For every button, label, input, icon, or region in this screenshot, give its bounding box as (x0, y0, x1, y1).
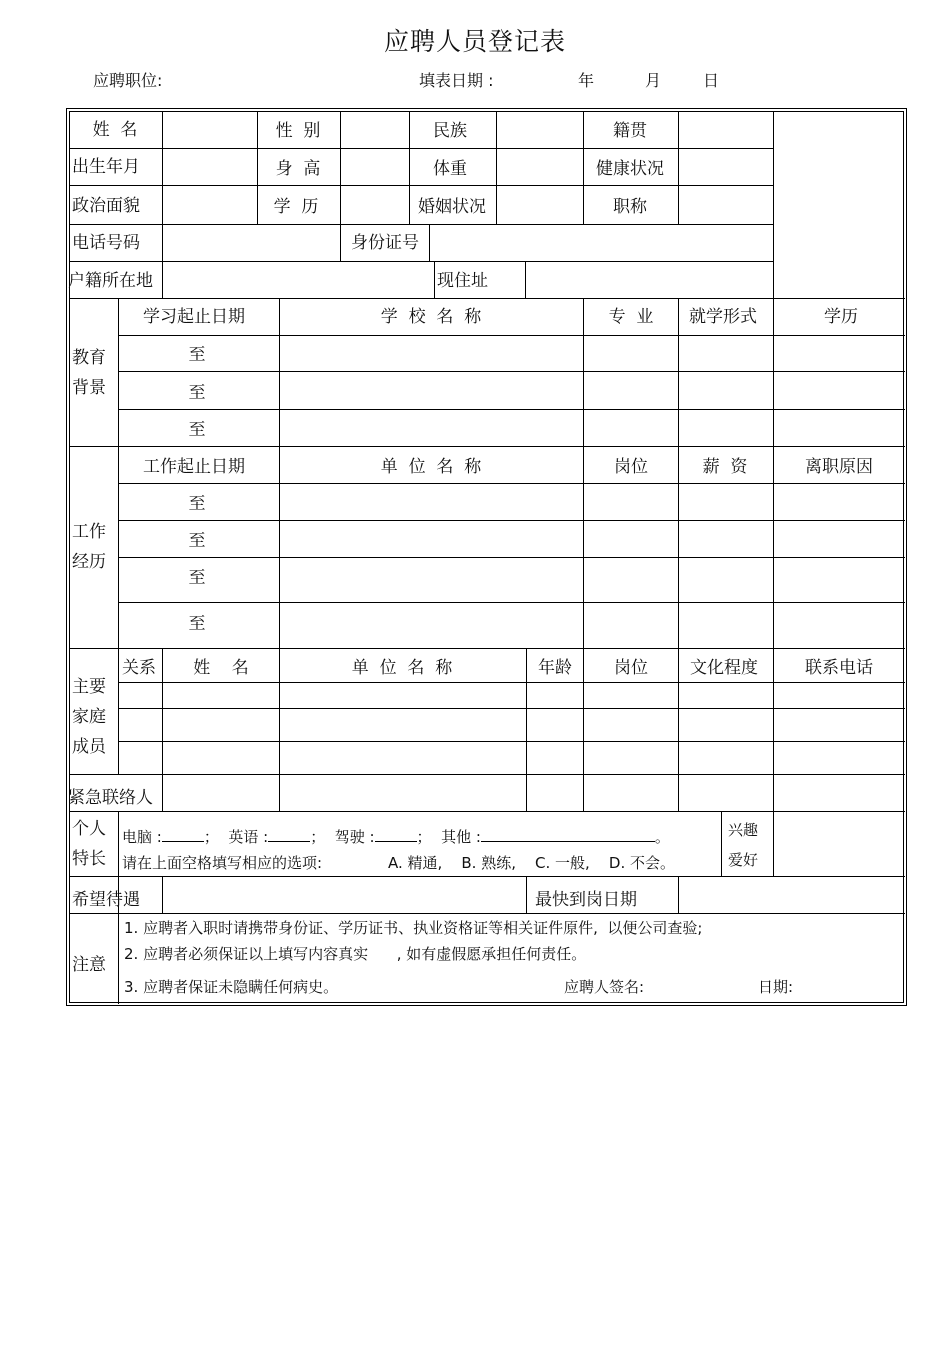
registration-form-table (69, 111, 904, 1003)
ethnicity-label: 民族 (433, 121, 467, 141)
notes-section-label: 注意 (72, 955, 106, 975)
skills-end: 。 (654, 828, 670, 846)
edu-mode-header: 就学形式 (689, 307, 757, 327)
fill-date-label: 填表日期 : (419, 71, 494, 90)
work-reason-header: 离职原因 (805, 457, 873, 477)
education-level-label: 学 历 (273, 197, 319, 217)
form-title: 应聘人员登记表 (383, 27, 566, 56)
expected-salary-label: 希望待遇 (72, 890, 140, 910)
edu-to-2: 至 (188, 383, 206, 403)
year-label: 年 (578, 71, 595, 90)
health-label: 健康状况 (596, 159, 664, 179)
work-salary-header: 薪 资 (702, 457, 748, 477)
skills-section-label: 个人 特长 (72, 819, 106, 869)
education-section-label: 教育 背景 (72, 348, 106, 398)
job-title-label: 职称 (613, 197, 647, 217)
edu-to-1: 至 (188, 345, 206, 365)
native-place-label: 籍贯 (613, 121, 647, 141)
family-section-label: 主要 家庭 成员 (72, 677, 106, 757)
family-relation-header: 关系 (122, 658, 156, 678)
work-to-1: 至 (188, 494, 206, 514)
edu-dates-header: 学习起止日期 (143, 307, 245, 327)
marital-label: 婚姻状况 (418, 197, 486, 217)
family-company-header: 单 位 名 称 (351, 658, 453, 678)
address-label: 现住址 (437, 271, 488, 291)
political-label: 政治面貌 (72, 196, 140, 216)
gender-label: 性 别 (275, 121, 321, 141)
skills-options: A. 精通, B. 熟练, C. 一般, D. 不会。 (388, 854, 675, 872)
edu-school-header: 学 校 名 称 (380, 307, 482, 327)
driving-label: ； 驾驶 : (310, 828, 375, 846)
note-3: 3. 应聘者保证未隐瞒任何病史。 (124, 978, 339, 996)
computer-blank[interactable] (162, 824, 204, 842)
edu-degree-header: 学历 (824, 307, 858, 327)
note-2: 2. 应聘者必须保证以上填写内容真实 , 如有虚假愿承担任何责任。 (124, 945, 587, 963)
sign-date-label: 日期: (758, 978, 794, 996)
work-dates-header: 工作起止日期 (143, 457, 245, 477)
family-name-header: 姓 名 (193, 658, 249, 678)
edu-to-3: 至 (188, 420, 206, 440)
work-to-4: 至 (188, 614, 206, 634)
day-label: 日 (703, 71, 720, 90)
work-to-3: 至 (188, 568, 206, 588)
work-to-2: 至 (188, 531, 206, 551)
start-date-label: 最快到岗日期 (535, 890, 637, 910)
skills-line (122, 824, 670, 845)
birth-label: 出生年月 (72, 157, 140, 177)
english-blank[interactable] (268, 824, 310, 842)
household-label: 户籍所在地 (68, 271, 153, 291)
emergency-contact-label: 紧急联络人 (68, 788, 153, 808)
english-label: ； 英语 : (203, 828, 269, 846)
family-phone-header: 联系电话 (805, 658, 873, 678)
name-label: 姓 名 (92, 120, 138, 140)
other-blank[interactable] (481, 824, 655, 842)
family-education-header: 文化程度 (690, 658, 758, 678)
note-1: 1. 应聘者入职时请携带身份证、学历证书、执业资格证等相关证件原件, 以便公司查验; (124, 919, 703, 937)
family-position-header: 岗位 (614, 658, 648, 678)
signature-label: 应聘人签名: (564, 978, 645, 996)
edu-major-header: 专 业 (608, 307, 654, 327)
skills-instruction: 请在上面空格填写相应的选项: (122, 854, 323, 872)
computer-label: 电脑 : (122, 828, 162, 846)
work-company-header: 单 位 名 称 (380, 457, 482, 477)
month-label: 月 (645, 71, 662, 90)
driving-blank[interactable] (375, 824, 417, 842)
hobbies-label: 兴趣 爱好 (728, 821, 759, 869)
work-section-label: 工作 经历 (72, 522, 106, 572)
other-label: ； 其他 : (416, 828, 481, 846)
id-number-label: 身份证号 (351, 233, 419, 253)
height-label: 身 高 (275, 159, 321, 179)
position-label: 应聘职位: (93, 71, 163, 90)
weight-label: 体重 (433, 159, 467, 179)
family-age-header: 年龄 (538, 658, 572, 678)
work-position-header: 岗位 (614, 457, 648, 477)
phone-label: 电话号码 (72, 233, 140, 253)
